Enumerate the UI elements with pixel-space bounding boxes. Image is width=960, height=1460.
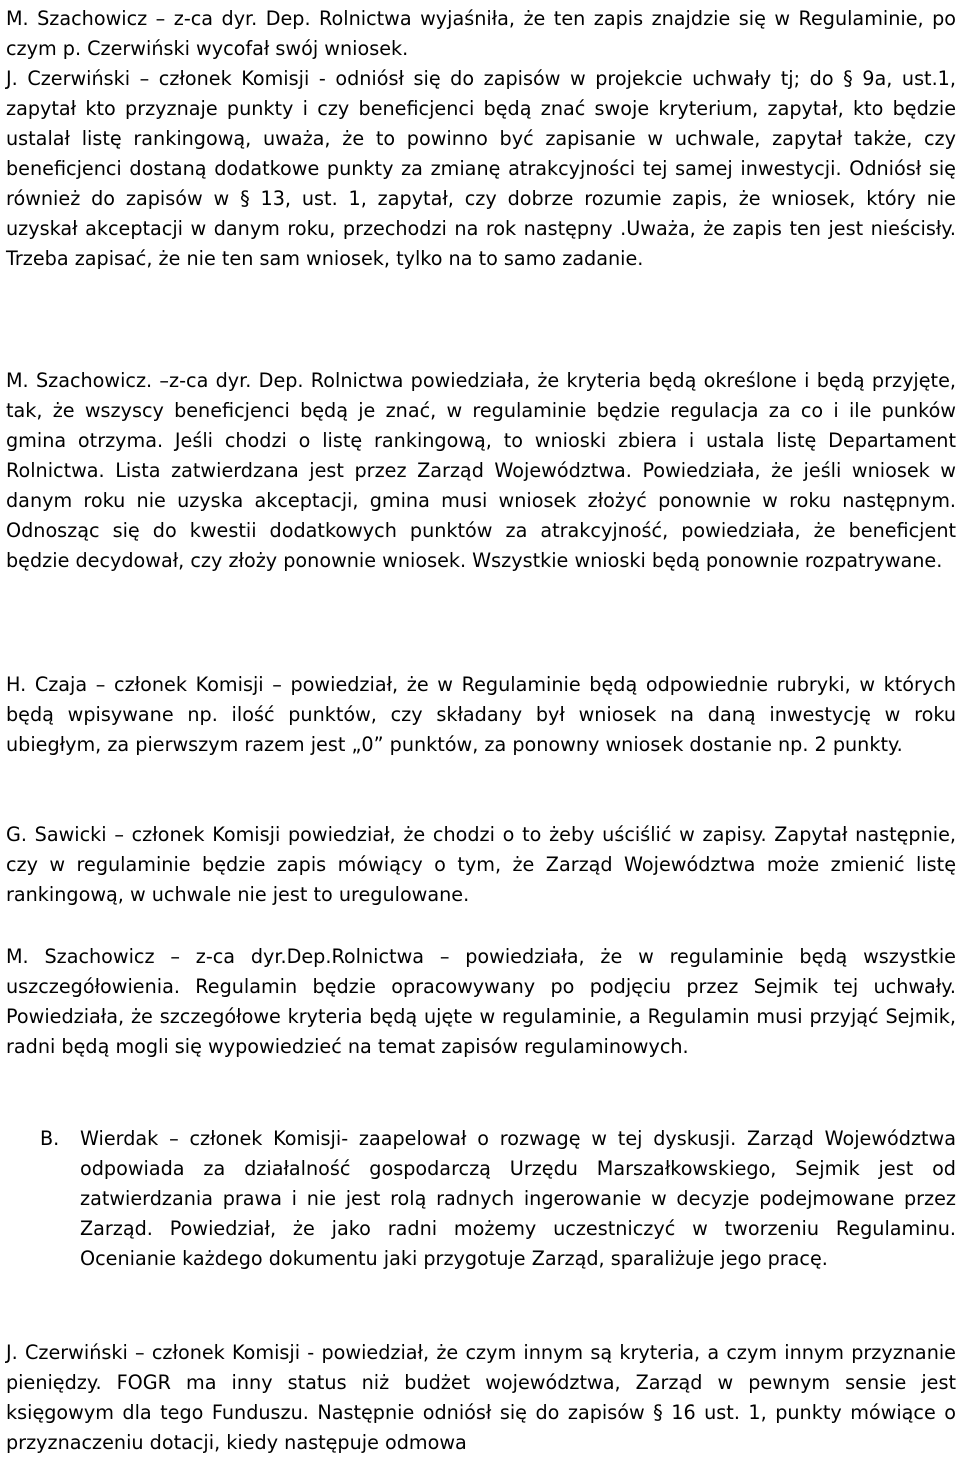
paragraph-wierdak xyxy=(40,1124,956,1274)
paragraph-czaja: H. Czaja – członek Komisji – powiedział, że w Regulaminie będą odpowiednie rubryki, w których będą wpisywane np. ilość punktów, czy składany był wniosek na daną inwestycję w roku ubiegłym, za pierwszym razem jest „0” punktów, za ponowny wniosek dostanie np. 2 punkty. xyxy=(6,673,956,756)
list-marker: B. xyxy=(40,1127,60,1150)
paragraph-wierdak-text: Wierdak – członek Komisji- zaapelował o rozwagę w tej dyskusji. Zarząd Województwa odpowiada za działalność gospodarczą Urzędu Marszałkowskiego, Sejmik jest od zatwierdzania prawa i nie jest rolą radnych ingerowanie w decyzje podejmowane przez Zarząd. Powiedział, że jako radni możemy uczestniczyć w tworzeniu Regulaminu. Ocenianie każdego dokumentu jaki przygotuje Zarząd, sparaliżuje jego pracę. xyxy=(80,1127,956,1270)
paragraph-czerwinski-1: J. Czerwiński – członek Komisji - odniósł się do zapisów w projekcie uchwały tj; do § 9a, ust.1, zapytał kto przyznaje punkty i czy beneficjenci będą znać swoje kryterium, zapytał, kto będzie ustalał listę rankingową, uważa, że to powinno być zapisanie w uchwale, zapytał także, czy beneficjenci dostaną dodatkowe punkty za zmianę atrakcyjności tej samej inwestycji. Odniósł się również do zapisów w § 13, ust. 1, zapytał, czy dobrze rozumie zapis, że wniosek, który nie uzyskał akceptacji w danym roku, przechodzi na rok następny .Uważa, że zapis ten jest nieścisły. Trzeba zapisać, że nie ten sam wniosek, tylko na to samo zadanie. xyxy=(6,67,956,270)
paragraph-szachowicz-1: M. Szachowicz – z-ca dyr. Dep. Rolnictwa wyjaśniła, że ten zapis znajdzie się w Regulaminie, po czym p. Czerwiński wycofał swój wniosek. xyxy=(6,7,956,60)
paragraph-czerwinski-2: J. Czerwiński – członek Komisji - powiedział, że czym innym są kryteria, a czym innym przyznanie pieniędzy. FOGR ma inny status niż budżet województwa, Zarząd w pewnym sensie jest księgowym dla tego Funduszu. Następnie odniósł się do zapisów § 16 ust. 1, punkty mówiące o przyznaczeniu dotacji, kiedy następuje odmowa xyxy=(6,1341,956,1454)
paragraph-sawicki: G. Sawicki – członek Komisji powiedział, że chodzi o to żeby uściślić w zapisy. Zapytał następnie, czy w regulaminie będzie zapis mówiący o tym, że Zarząd Województwa może zmienić listę rankingową, w uchwale nie jest to uregulowane. xyxy=(6,823,956,906)
paragraph-szachowicz-2: M. Szachowicz. –z-ca dyr. Dep. Rolnictwa powiedziała, że kryteria będą określone i będą przyjęte, tak, że wszyscy beneficjenci będą je znać, w regulaminie będzie regulacja za co i ile punków gmina otrzyma. Jeśli chodzi o listę rankingową, to wnioski zbiera i ustala listę Departament Rolnictwa. Lista zatwierdzana jest przez Zarząd Województwa. Powiedziała, że jeśli wniosek w danym roku nie uzyska akceptacji, gmina musi wniosek złożyć ponownie w roku następnym. Odnosząc się do kwestii dodatkowych punktów za atrakcyjność, powiedziała, że beneficjent będzie decydował, czy złoży ponownie wniosek. Wszystkie wnioski będą ponownie rozpatrywane. xyxy=(6,369,956,572)
paragraph-szachowicz-3: M. Szachowicz – z-ca dyr.Dep.Rolnictwa – powiedziała, że w regulaminie będą wszystkie uszczegółowienia. Regulamin będzie opracowywany po podjęciu przez Sejmik tej uchwały. Powiedziała, że szczegółowe kryteria będą ujęte w regulaminie, a Regulamin musi przyjąć Sejmik, radni będą mogli się wypowiedzieć na temat zapisów regulaminowych. xyxy=(6,945,956,1058)
